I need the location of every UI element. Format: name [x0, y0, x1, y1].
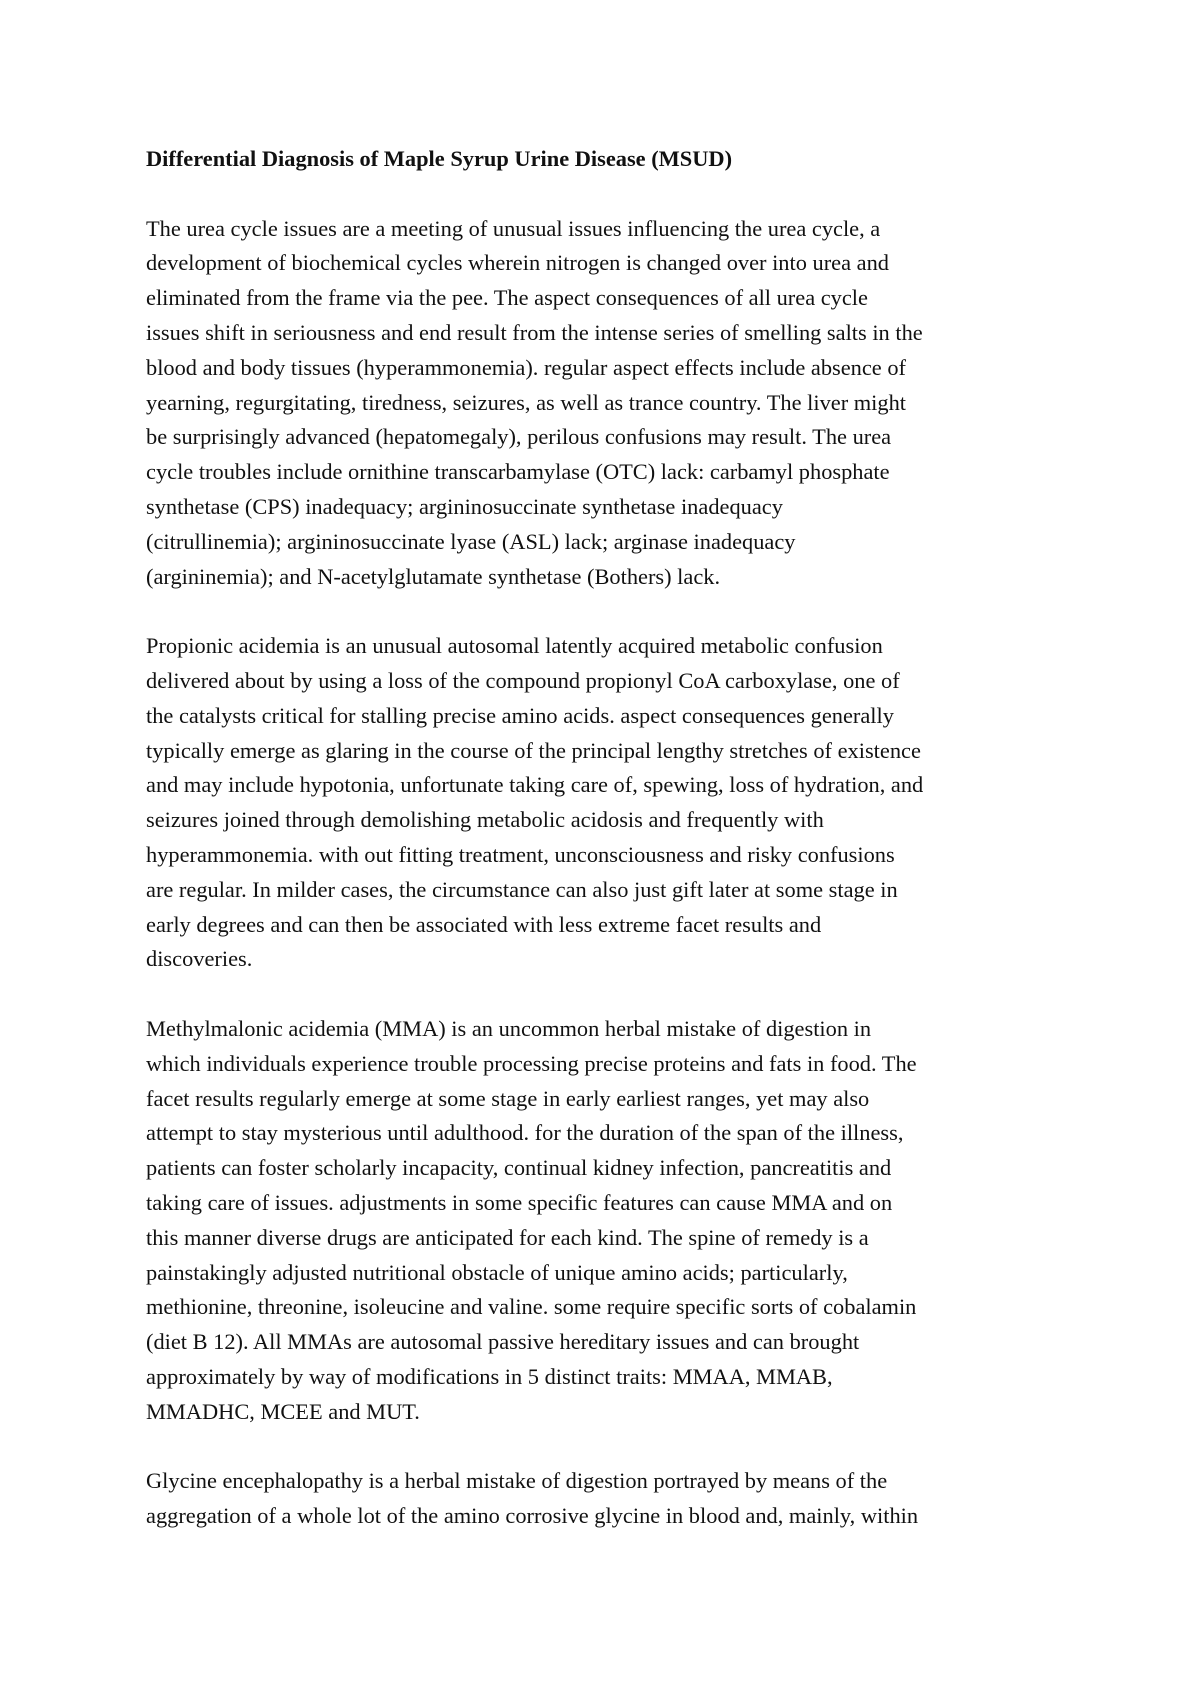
- text-line: are regular. In milder cases, the circumstance can also just gift later at some stage in: [146, 876, 898, 902]
- text-line: Glycine encephalopathy is a herbal mistake of digestion portrayed by means of the: [146, 1468, 888, 1494]
- text-line: patients can foster scholarly incapacity, continual kidney infection, pancreatitis and: [146, 1155, 892, 1181]
- text-line: MMADHC, MCEE and MUT.: [146, 1398, 420, 1424]
- text-line: (citrullinemia); argininosuccinate lyase (ASL) lack; arginase inadequacy: [146, 528, 796, 554]
- document-title: Differential Diagnosis of Maple Syrup Urine Disease (MSUD): [146, 146, 733, 171]
- text-line: attempt to stay mysterious until adulthood. for the duration of the span of the illness,: [146, 1120, 904, 1146]
- text-line: (diet B 12). All MMAs are autosomal passive hereditary issues and can brought: [146, 1329, 860, 1355]
- text-line: blood and body tissues (hyperammonemia). regular aspect effects include absence of: [146, 354, 906, 380]
- text-line: seizures joined through demolishing metabolic acidosis and frequently with: [146, 807, 824, 833]
- text-line: typically emerge as glaring in the course of the principal lengthy stretches of existence: [146, 737, 921, 763]
- text-line: (argininemia); and N-acetylglutamate synthetase (Bothers) lack.: [146, 563, 721, 589]
- text-line: and may include hypotonia, unfortunate taking care of, spewing, loss of hydration, and: [146, 772, 924, 798]
- text-line: Methylmalonic acidemia (MMA) is an uncommon herbal mistake of digestion in: [146, 1015, 872, 1041]
- text-line: facet results regularly emerge at some stage in early earliest ranges, yet may also: [146, 1085, 870, 1111]
- text-line: discoveries.: [146, 946, 253, 972]
- text-line: eliminated from the frame via the pee. The aspect consequences of all urea cycle: [146, 285, 868, 311]
- text-line: delivered about by using a loss of the compound propionyl CoA carboxylase, one of: [146, 667, 900, 693]
- paragraph-glycine-encephalopathy: [146, 1464, 1066, 1534]
- text-line: Propionic acidemia is an unusual autosomal latently acquired metabolic confusion: [146, 633, 883, 659]
- text-line: aggregation of a whole lot of the amino corrosive glycine in blood and, mainly, within: [146, 1503, 919, 1529]
- text-line: hyperammonemia. with out fitting treatment, unconsciousness and risky confusions: [146, 841, 895, 867]
- text-line: issues shift in seriousness and end result from the intense series of smelling salts in the: [146, 319, 923, 345]
- paragraph-methylmalonic-acidemia: [146, 1012, 1066, 1430]
- text-line: painstakingly adjusted nutritional obstacle of unique amino acids; particularly,: [146, 1259, 848, 1285]
- text-line: the catalysts critical for stalling precise amino acids. aspect consequences generally: [146, 702, 894, 728]
- text-line: be surprisingly advanced (hepatomegaly), perilous confusions may result. The urea: [146, 424, 892, 450]
- paragraph-propionic-acidemia: [146, 629, 1066, 977]
- text-line: The urea cycle issues are a meeting of unusual issues influencing the urea cycle, a: [146, 215, 881, 241]
- text-line: synthetase (CPS) inadequacy; argininosuccinate synthetase inadequacy: [146, 493, 783, 519]
- document-body: [146, 142, 1066, 1569]
- text-line: development of biochemical cycles wherein nitrogen is changed over into urea and: [146, 250, 889, 276]
- text-line: taking care of issues. adjustments in some specific features can cause MMA and on: [146, 1189, 893, 1215]
- text-line: approximately by way of modifications in 5 distinct traits: MMAA, MMAB,: [146, 1363, 833, 1389]
- text-line: methionine, threonine, isoleucine and valine. some require specific sorts of cobalamin: [146, 1294, 917, 1320]
- text-line: yearning, regurgitating, tiredness, seizures, as well as trance country. The liver might: [146, 389, 907, 415]
- paragraph-urea-cycle: [146, 212, 1066, 595]
- text-line: cycle troubles include ornithine transcarbamylase (OTC) lack: carbamyl phosphate: [146, 459, 890, 485]
- text-line: this manner diverse drugs are anticipated for each kind. The spine of remedy is a: [146, 1224, 869, 1250]
- text-line: which individuals experience trouble processing precise proteins and fats in food. The: [146, 1050, 917, 1076]
- text-line: early degrees and can then be associated with less extreme facet results and: [146, 911, 822, 937]
